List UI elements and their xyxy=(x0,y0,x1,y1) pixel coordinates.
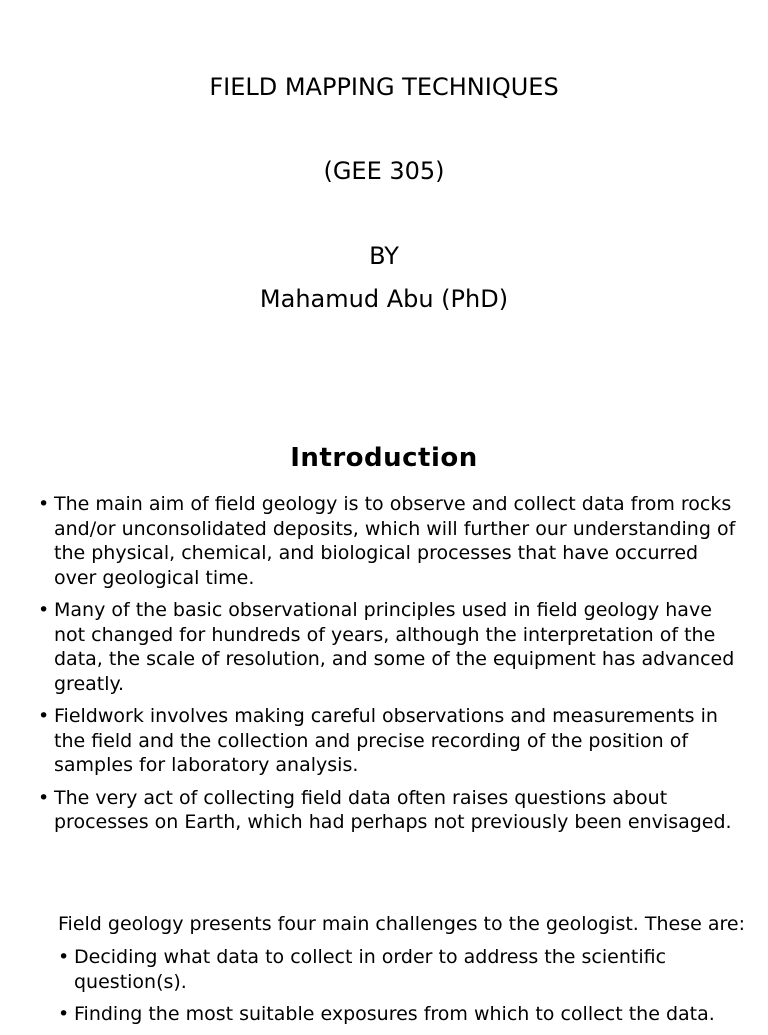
bullet-text: Many of the basic observational principles used in field geology have not changed for hundreds of years, although the interpretation of the data, the scale of resolution, and some of the equipment has advanced greatly. xyxy=(54,599,735,695)
introduction-bullet-list xyxy=(38,492,738,843)
by-label: BY xyxy=(369,242,399,270)
list-item xyxy=(58,945,718,994)
bullet-text: The very act of collecting field data often raises questions about processes on Earth, which had perhaps not previously been envisaged. xyxy=(54,786,732,833)
list-item xyxy=(38,492,738,590)
course-code: (GEE 305) xyxy=(323,157,445,185)
list-item xyxy=(38,786,738,835)
list-item xyxy=(38,598,738,696)
list-item xyxy=(58,1002,718,1027)
bullet-icon: • xyxy=(58,1003,70,1025)
page-title: FIELD MAPPING TECHNIQUES xyxy=(209,73,559,101)
bullet-text: Finding the most suitable exposures from which to collect the data. xyxy=(74,1003,715,1025)
challenges-bullet-list xyxy=(58,945,718,1035)
list-item xyxy=(38,704,738,778)
challenges-slide xyxy=(0,900,768,1024)
bullet-text: Deciding what data to collect in order to address the scientific question(s). xyxy=(74,946,667,993)
bullet-icon: • xyxy=(58,946,70,968)
author-name: Mahamud Abu (PhD) xyxy=(259,285,509,313)
bullet-icon: • xyxy=(38,786,50,809)
bullet-text: Fieldwork involves making careful observations and measurements in the field and the collection and precise recording of the position of samples for laboratory analysis. xyxy=(54,705,718,776)
introduction-heading: Introduction xyxy=(290,443,478,473)
bullet-icon: • xyxy=(38,599,50,621)
bullet-text: The main aim of field geology is to observe and collect data from rocks and/or unconsolidated deposits, which will further our understanding of the physical, chemical, and biological processes that have occurred over geological time. xyxy=(54,493,736,589)
introduction-slide xyxy=(0,430,768,850)
bullet-icon: • xyxy=(38,705,50,727)
title-slide xyxy=(0,0,768,360)
bullet-icon: • xyxy=(38,493,50,515)
challenges-lead-text: Field geology presents four main challenges to the geologist. These are: xyxy=(58,913,745,935)
